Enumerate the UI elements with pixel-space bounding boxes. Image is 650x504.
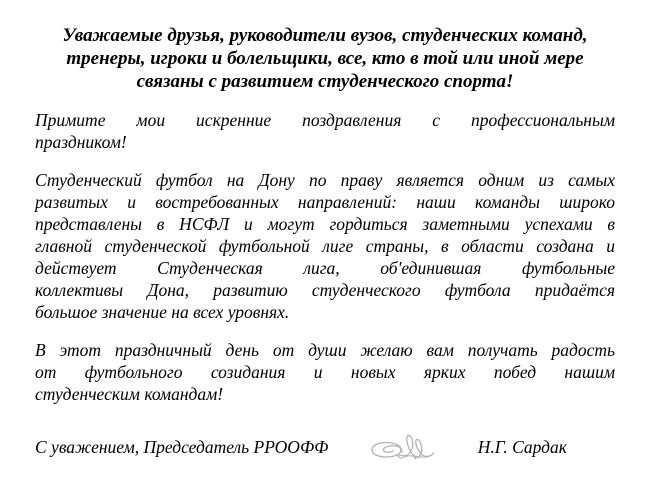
paragraph-line: В этот праздничный день от души желаю вам получать радость [35,340,615,360]
paragraph-line: развитых и востребованных направлений: наши команды широко [35,192,615,212]
signature-closing: С уважением, Председатель РРООФФ [35,436,329,457]
paragraph-line: большое значение на всех уровнях. [35,302,290,322]
heading-line: связаны с развитием студенческого спорта! [136,71,514,92]
paragraph-line: праздником! [35,132,127,152]
heading-line: тренеры, игроки и болельщики, все, кто в той или иной мере [66,48,584,69]
paragraph-line: действует Студенческая лига, об'единившая футбольные [35,258,615,278]
handwritten-signature-icon [369,427,437,467]
signature-name: Н.Г. Сардак [477,436,567,457]
paragraph-line: представлены в НСФЛ и могут гордиться заметными успехами в [35,214,615,234]
paragraph-line: коллективы Дона, развитию студенческого футбола придаётся [35,280,615,300]
letter-heading [35,24,615,93]
paragraph-greeting [35,109,615,153]
heading-line: Уважаемые друзья, руководители вузов, студенческих команд, [62,25,588,46]
paragraph-wishes [35,339,615,405]
signature-row [35,427,615,467]
paragraph-line: студенческим командам! [35,384,224,404]
paragraph-line: Студенческий футбол на Дону по праву является одним из самых [35,170,615,190]
paragraph-line: от футбольного созидания и новых ярких побед нашим [35,362,615,382]
paragraph-main [35,169,615,323]
paragraph-line: Примите мои искренние поздравления с профессиональным [35,110,615,130]
paragraph-line: главной студенческой футбольной лиге страны, в области создана и [35,236,615,256]
